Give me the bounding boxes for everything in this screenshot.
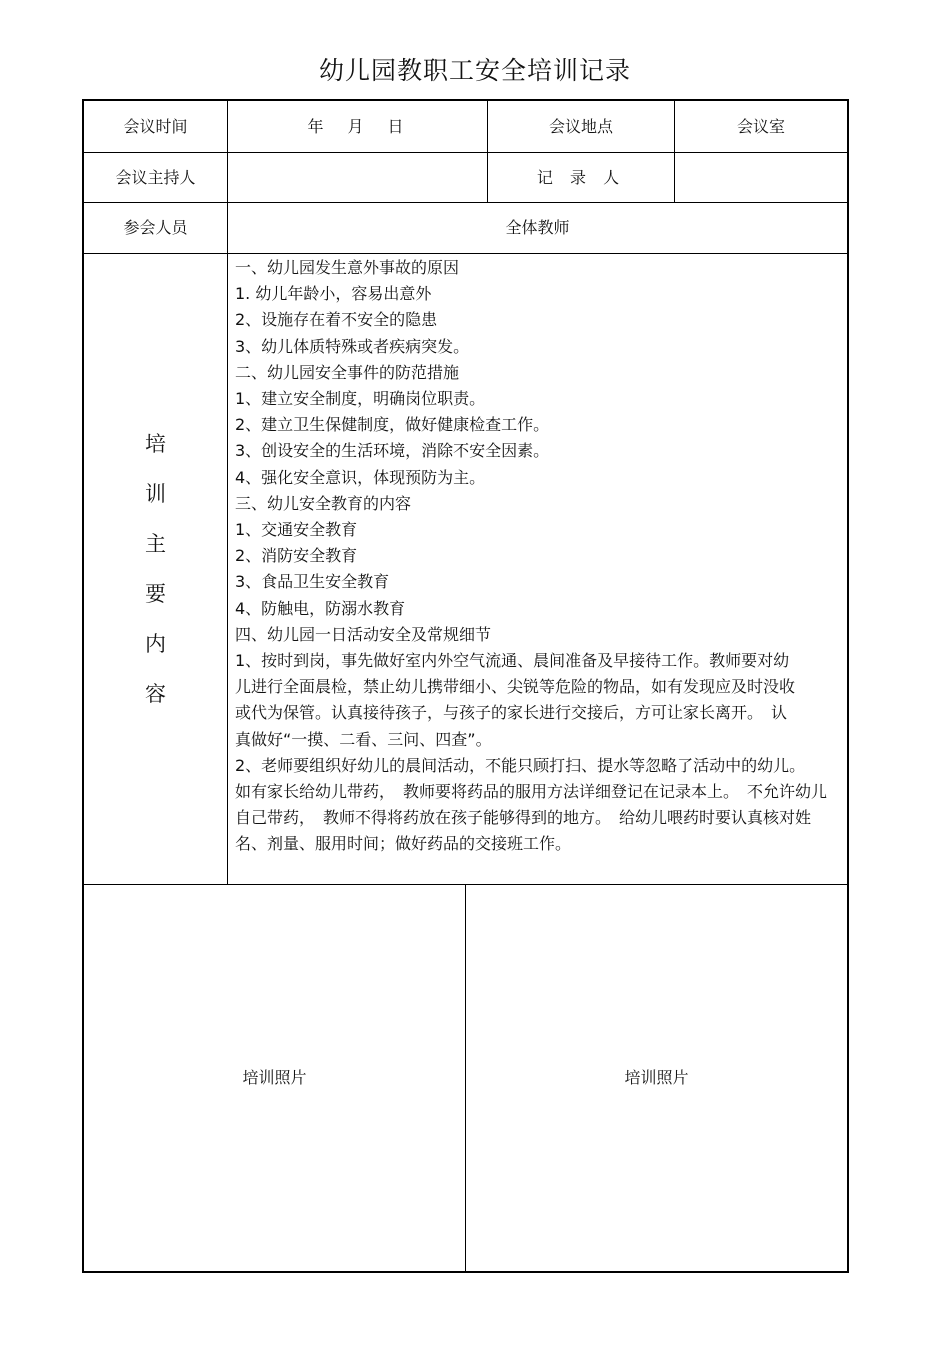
training-content (235, 255, 845, 885)
content-line: 3、食品卫生安全教育 (235, 572, 390, 592)
content-paragraph: 2、老师要组织好幼儿的晨间活动，不能只顾打扫、提水等忽略了活动中的幼儿。 (235, 755, 806, 775)
content-line: 四、幼儿园一日活动安全及常规细节 (235, 624, 492, 644)
training-photo-left: 培训照片 (242, 1068, 307, 1087)
content-line: 4、防触电，防溺水教育 (235, 598, 406, 618)
training-photo-right: 培训照片 (624, 1068, 689, 1087)
label-char: 训 (145, 482, 166, 506)
label-char: 培 (145, 432, 166, 456)
content-line: 3、幼儿体质特殊或者疾病突发。 (235, 336, 470, 356)
training-content-label (84, 254, 227, 884)
content-line: 三、幼儿安全教育的内容 (235, 493, 412, 513)
record-form (82, 99, 849, 1273)
content-line: 3、创设安全的生活环境，消除不安全因素。 (235, 441, 550, 461)
content-line: 1、建立安全制度，明确岗位职责。 (235, 389, 486, 409)
attendees-label: 参会人员 (123, 218, 188, 237)
label-char: 内 (145, 632, 166, 656)
label-char: 要 (145, 582, 166, 606)
content-paragraph: 1、按时到岗，事先做好室内外空气流通、晨间准备及早接待工作。教师要对幼儿进行全面晨检，禁止幼儿携带细小、尖锐等危险的物品，如有发现应及时没收或代为保管。认真接待孩子，与孩子的家长进行交接后，方可让家长离开。 认真做好“一摸、二看、三问、四查”。 (235, 651, 796, 749)
label-char: 主 (145, 532, 166, 556)
label-char: 容 (145, 682, 166, 706)
content-line: 一、幼儿园发生意外事故的原因 (235, 258, 460, 277)
host-label: 会议主持人 (115, 167, 196, 187)
recorder-label: 记 录 人 (536, 167, 626, 187)
page-title: 幼儿园教职工安全培训记录 (318, 56, 631, 85)
recorder-value (675, 153, 847, 202)
content-line: 2、建立卫生保健制度，做好健康检查工作。 (235, 415, 550, 435)
content-line: 1、交通安全教育 (235, 520, 358, 540)
content-line: 1. 幼儿年龄小，容易出意外 (235, 284, 432, 304)
meeting-time-value: 年 月 日 (307, 116, 408, 136)
content-line: 二、幼儿园安全事件的防范措施 (235, 362, 460, 382)
meeting-place-label: 会议地点 (548, 116, 613, 136)
attendees-value: 全体教师 (505, 218, 570, 237)
content-line: 2、消防安全教育 (235, 546, 358, 566)
host-value (228, 153, 487, 202)
meeting-place-value: 会议室 (736, 116, 785, 136)
content-paragraph: 如有家长给幼儿带药， 教师要将药品的服用方法详细登记在记录本上。 不允许幼儿自己带药， 教师不得将药放在孩子能够得到的地方。 给幼儿喂药时要认真核对姓名、剂量、服用时间；做好药品的交接班工作。 (235, 782, 828, 854)
meeting-time-label: 会议时间 (123, 116, 188, 136)
content-line: 4、强化安全意识，体现预防为主。 (235, 467, 486, 487)
content-line: 2、设施存在着不安全的隐患 (235, 310, 438, 330)
